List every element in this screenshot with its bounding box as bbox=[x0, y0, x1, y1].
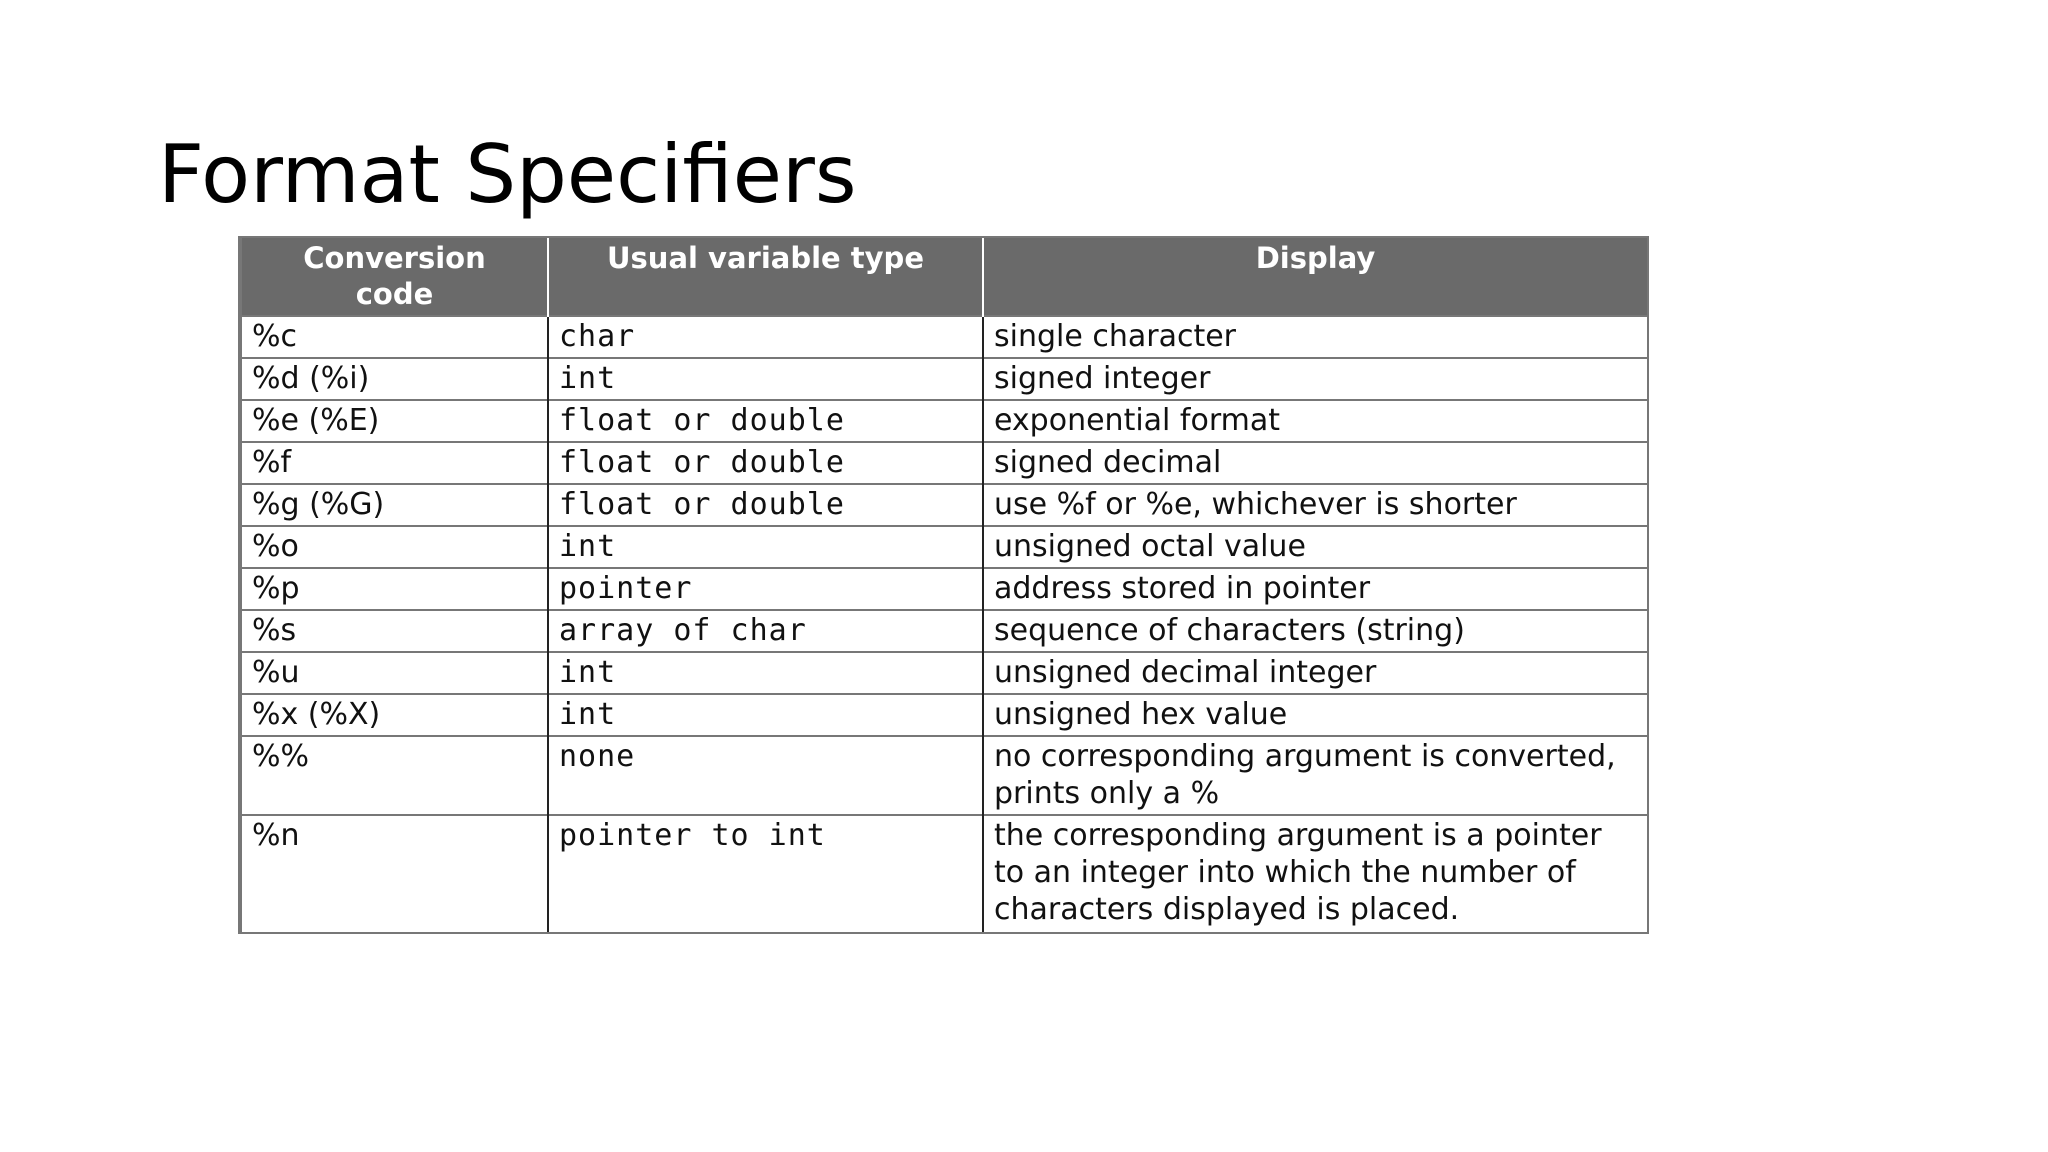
table-header-row bbox=[242, 238, 1647, 316]
cell-display: address stored in pointer bbox=[983, 568, 1647, 610]
table-row bbox=[242, 652, 1647, 694]
table-row bbox=[242, 358, 1647, 400]
cell-display: the corresponding argument is a pointer to an integer into which the number of characters displayed is placed. bbox=[983, 815, 1647, 932]
cell-display: unsigned decimal integer bbox=[983, 652, 1647, 694]
table-row bbox=[242, 526, 1647, 568]
cell-code: %f bbox=[242, 442, 548, 484]
cell-code: %d (%i) bbox=[242, 358, 548, 400]
cell-type: pointer bbox=[548, 568, 983, 610]
table-row bbox=[242, 694, 1647, 736]
table-row bbox=[242, 442, 1647, 484]
cell-code: %s bbox=[242, 610, 548, 652]
cell-code: %n bbox=[242, 815, 548, 932]
cell-display: exponential format bbox=[983, 400, 1647, 442]
cell-code: %o bbox=[242, 526, 548, 568]
cell-code: %p bbox=[242, 568, 548, 610]
table-row bbox=[242, 736, 1647, 815]
cell-display: unsigned hex value bbox=[983, 694, 1647, 736]
cell-display: no corresponding argument is converted, prints only a % bbox=[983, 736, 1647, 815]
table-row bbox=[242, 316, 1647, 358]
table-row bbox=[242, 610, 1647, 652]
cell-type: int bbox=[548, 652, 983, 694]
cell-code: %% bbox=[242, 736, 548, 815]
cell-type: int bbox=[548, 526, 983, 568]
spec-table bbox=[242, 238, 1647, 932]
table-row bbox=[242, 815, 1647, 932]
cell-type: int bbox=[548, 694, 983, 736]
cell-type: int bbox=[548, 358, 983, 400]
slide-title: Format Specifiers bbox=[158, 128, 857, 221]
cell-code: %x (%X) bbox=[242, 694, 548, 736]
cell-display: signed integer bbox=[983, 358, 1647, 400]
format-specifier-table bbox=[238, 236, 1649, 934]
cell-type: char bbox=[548, 316, 983, 358]
header-variable-type: Usual variable type bbox=[548, 238, 983, 316]
cell-type: pointer to int bbox=[548, 815, 983, 932]
cell-display: use %f or %e, whichever is shorter bbox=[983, 484, 1647, 526]
cell-display: single character bbox=[983, 316, 1647, 358]
table-row bbox=[242, 400, 1647, 442]
cell-type: array of char bbox=[548, 610, 983, 652]
cell-display: sequence of characters (string) bbox=[983, 610, 1647, 652]
cell-code: %g (%G) bbox=[242, 484, 548, 526]
cell-display: signed decimal bbox=[983, 442, 1647, 484]
table-row bbox=[242, 568, 1647, 610]
header-display: Display bbox=[983, 238, 1647, 316]
cell-type: float or double bbox=[548, 400, 983, 442]
cell-display: unsigned octal value bbox=[983, 526, 1647, 568]
cell-code: %u bbox=[242, 652, 548, 694]
table-row bbox=[242, 484, 1647, 526]
cell-type: float or double bbox=[548, 442, 983, 484]
cell-code: %e (%E) bbox=[242, 400, 548, 442]
cell-code: %c bbox=[242, 316, 548, 358]
header-conversion-code: Conversion code bbox=[242, 238, 548, 316]
cell-type: float or double bbox=[548, 484, 983, 526]
cell-type: none bbox=[548, 736, 983, 815]
